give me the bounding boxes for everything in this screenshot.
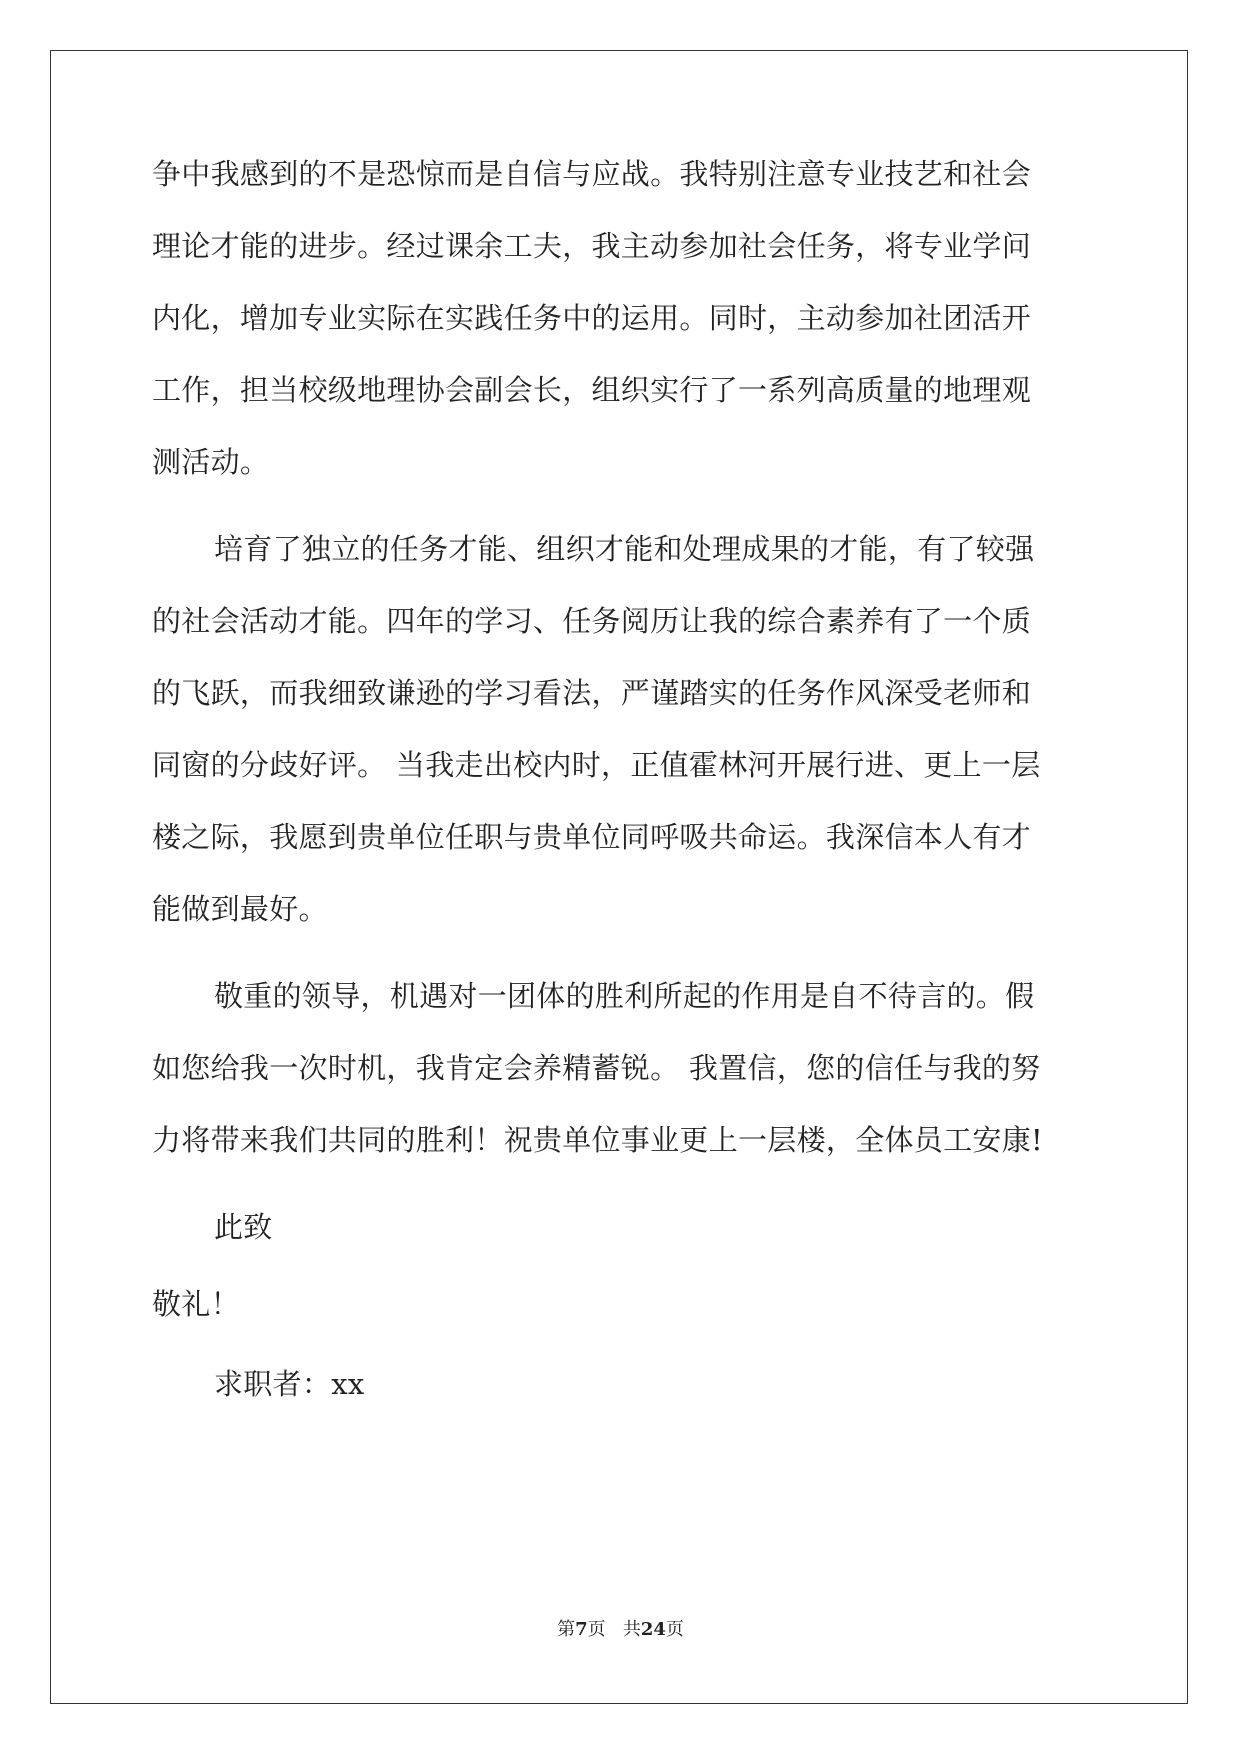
signature-line: 求职者：xx [214,1367,365,1401]
page-frame [50,50,1188,1704]
body-line: 工作，担当校级地理协会副会长，组织实行了一系列高质量的地理观 [152,373,1032,407]
footer-page-suffix: 页 [587,1619,606,1640]
body-line: 内化，增加专业实际在实践任务中的运用。同时，主动参加社团活开 [152,301,1032,335]
body-line: 理论才能的进步。经过课余工夫，我主动参加社会任务，将专业学问 [152,229,1032,263]
body-line: 能做到最好。 [152,892,328,926]
footer-total-pages: 24 [640,1619,666,1640]
paragraph-start-line: 敬重的领导，机遇对一团体的胜利所起的作用是自不待言的。假 [214,979,1035,1013]
footer-page-number: 7 [575,1619,588,1640]
footer-total-prefix: 共 [622,1619,641,1640]
paragraph-start-line: 培育了独立的任务才能、组织才能和处理成果的才能，有了较强 [214,532,1035,566]
closing-salutation: 此致 [214,1210,273,1244]
closing-respect: 敬礼！ [152,1287,240,1321]
body-line: 争中我感到的不是恐惊而是自信与应战。我特别注意专业技艺和社会 [152,157,1032,191]
footer-total-suffix: 页 [665,1619,684,1640]
body-line: 测活动。 [152,445,270,479]
footer-page-prefix: 第 [557,1619,576,1640]
body-line: 楼之际，我愿到贵单位任职与贵单位同呼吸共命运。我深信本人有才 [152,820,1032,854]
body-line: 的飞跃，而我细致谦逊的学习看法，严谨踏实的任务作风深受老师和 [152,676,1032,710]
body-line: 同窗的分歧好评。 当我走出校内时，正值霍林河开展行进、更上一层 [152,748,1041,782]
body-line: 的社会活动才能。四年的学习、任务阅历让我的综合素养有了一个质 [152,604,1032,638]
body-line: 力将带来我们共同的胜利！祝贵单位事业更上一层楼，全体员工安康! [152,1123,1043,1157]
body-line: 如您给我一次时机，我肯定会养精蓄锐。 我置信，您的信任与我的努 [152,1051,1041,1085]
page-footer [0,1615,1241,1641]
